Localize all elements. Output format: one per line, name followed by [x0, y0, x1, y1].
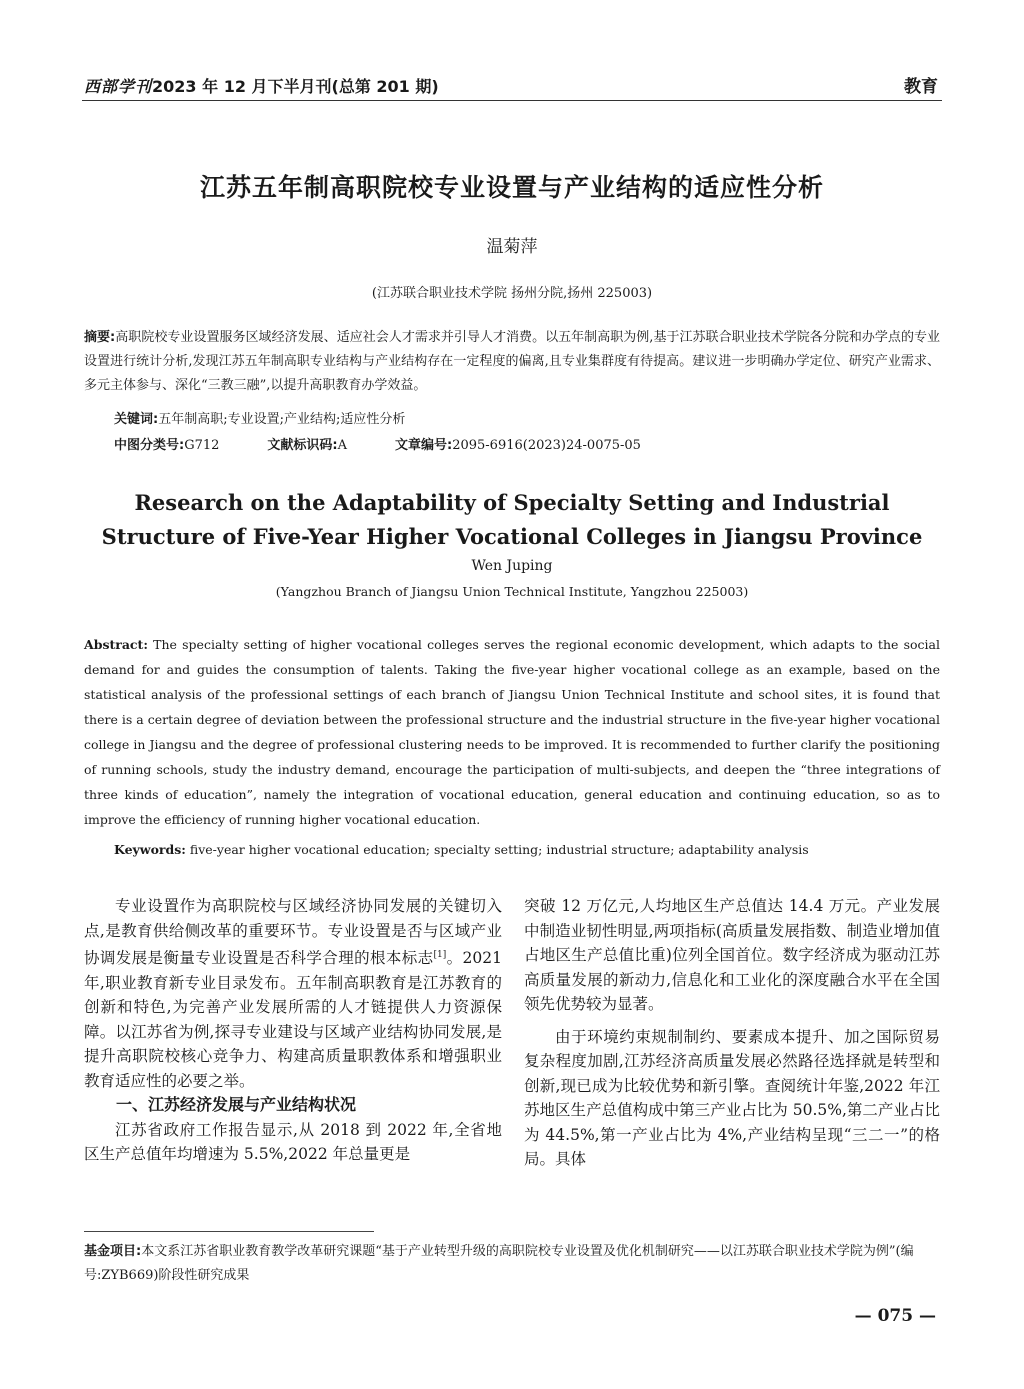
abstract-label-cn: 摘要: [84, 330, 116, 345]
running-header-left [84, 74, 439, 97]
affiliation-en: (Yangzhou Branch of Jiangsu Union Technical Institute, Yangzhou 225003) [275, 584, 749, 599]
abstract-label-en: Abstract: [84, 637, 148, 652]
keywords-label-en: Keywords: [114, 842, 186, 857]
reference-marker[interactable]: [1] [433, 950, 447, 960]
keywords-label-cn: 关键词: [114, 412, 159, 427]
clc-value: G712 [184, 438, 220, 453]
fund-text: 本文系江苏省职业教育教学改革研究课题“基于产业转型升级的高职院校专业设置及优化机制研究——以江苏联合职业技术学院为例”(编号:ZYB669)阶段性研究成果 [84, 1244, 914, 1283]
title-en-line-2: Structure of Five-Year Higher Vocational Colleges in Jiangsu Province [101, 524, 923, 549]
clc-label: 中图分类号: [114, 438, 185, 453]
keywords-text-cn: 五年制高职;专业设置;产业结构;适应性分析 [158, 412, 406, 427]
affiliation-cn: (江苏联合职业技术学院 扬州分院,扬州 225003) [371, 286, 653, 301]
abstract-text-en: The specialty setting of higher vocational colleges serves the regional economic development, which adapts to the social demand for and guides the consumption of talents. Taking the five-year higher vocational college as an example, based on the statistical analysis of the professional settings of each branch of Jiangsu Union Technical Institute and school sites, it is found that there is a certain degree of deviation between the professional structure and the industrial structure in the five-year higher vocational college in Jiangsu and the degree of professional clustering needs to be improved. It is recommended to further clarify the positioning of running schools, study the industry demand, encourage the participation of multi-subjects, and deepen the “three integrations of three kinds of education”, namely the integration of vocational education, general education and continuing education, so as to improve the efficiency of running higher vocational education. [84, 637, 940, 827]
doc-code-value: A [337, 438, 347, 453]
journal-name: 西部学刊 [84, 77, 153, 96]
footnote-rule [84, 1231, 374, 1232]
article-title-cn: 江苏五年制高职院校专业设置与产业结构的适应性分析 [199, 173, 824, 202]
abstract-cn [84, 326, 940, 398]
body-text: 专业设置作为高职院校与区域经济协同发展的关键切入点,是教育供给侧改革的重要环节。专业设置是否与区域产业协调发展是衡量专业设置是否科学合理的根本标志 [84, 897, 502, 968]
body-paragraph: 江苏省政府工作报告显示,从 2018 到 2022 年,全省地区生产总值年均增速为 5.5%,2022 年总量更是 [84, 1120, 502, 1164]
keywords-cn [114, 408, 405, 427]
abstract-text-cn: 高职院校专业设置服务区域经济发展、适应社会人才需求并引导人才消费。以五年制高职为例,基于江苏联合职业技术学院各分院和办学点的专业设置进行统计分析,发现江苏五年制高职专业结构与产业结构存在一定程度的偏离,且专业集群度有待提高。建议进一步明确办学定位、研究产业需求、多元主体参与、深化“三教三融”,以提升高职教育办学效益。 [84, 330, 940, 393]
classification-row [114, 434, 641, 453]
issue-info: 2023 年 12 月下半月刊(总第 201 期) [152, 77, 439, 96]
body-column-right [524, 894, 940, 1172]
body-paragraph [84, 894, 502, 1093]
page-number: — 075 — [854, 1306, 936, 1326]
section-heading: 一、江苏经济发展与产业结构状况 [116, 1095, 357, 1115]
body-text: 。2021 年,职业教育新专业目录发布。五年制高职教育是江苏教育的创新和特色,为完善产业发展所需的人才链提供人力资源保障。以江苏省为例,探寻专业建设与区域产业结构协同发展,是提升高职院校核心竞争力、构建高质量职教体系和增强职业教育适应性的必要之举。 [84, 949, 502, 1090]
fund-label: 基金项目: [84, 1244, 142, 1259]
body-paragraph: 由于环境约束规制制约、要素成本提升、加之国际贸易复杂程度加剧,江苏经济高质量发展必然路径选择就是转型和创新,现已成为比较优势和新引擎。查阅统计年鉴,2022 年江苏地区生产总值构成中第三产业占比为 50.5%,第二产业占比为 44.5%,第一产业占比为 4%,产业结构呈现“三二一”的格局。具体 [524, 1027, 940, 1168]
funding-note [84, 1240, 940, 1288]
abstract-en [84, 632, 940, 832]
author-en: Wen Juping [471, 558, 553, 574]
section-name: 教育 [904, 77, 938, 97]
keywords-en [114, 842, 809, 857]
body-column-left [84, 894, 502, 1167]
article-no-label: 文章编号: [395, 438, 453, 453]
body-paragraph: 突破 12 万亿元,人均地区生产总值达 14.4 万元。产业发展中制造业韧性明显,两项指标(高质量发展指数、制造业增加值占地区生产总值比重)位列全国首位。数字经济成为驱动江苏高质量发展的新动力,信息化和工业化的深度融合水平在全国领先优势较为显著。 [524, 897, 940, 1013]
article-title-en [0, 486, 1024, 554]
article-no-value: 2095-6916(2023)24-0075-05 [452, 438, 641, 453]
doc-code-label: 文献标识码: [267, 438, 338, 453]
keywords-text-en: five-year higher vocational education; specialty setting; industrial structure; adaptability analysis [189, 842, 809, 857]
header-rule [82, 100, 942, 101]
title-en-line-1: Research on the Adaptability of Specialty Setting and Industrial [134, 490, 890, 515]
author-cn: 温菊萍 [486, 237, 538, 257]
